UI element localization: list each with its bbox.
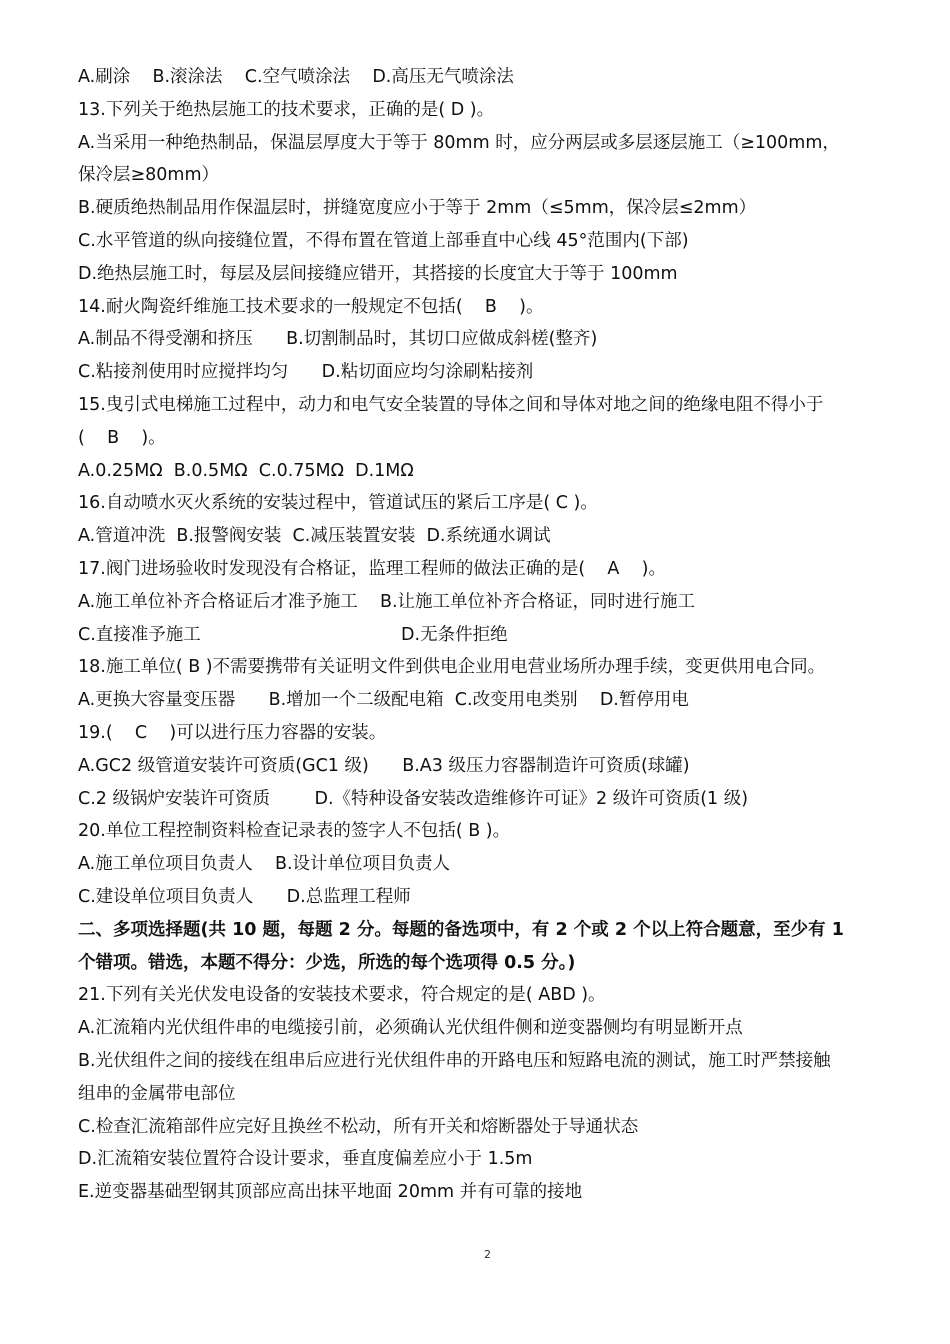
text-line: 保冷层≥80mm） — [78, 165, 220, 186]
text-line: 组串的金属带电部位 — [78, 1083, 236, 1104]
text-line: A.制品不得受潮和挤压 B.切割制品时，其切口应做成斜槎(整齐) — [78, 329, 598, 350]
text-line: 18.施工单位( B )不需要携带有关证明文件到供电企业用电营业场所办理手续，变更供用电合同。 — [78, 657, 826, 678]
text-line: 14.耐火陶瓷纤维施工技术要求的一般规定不包括( B )。 — [78, 296, 544, 317]
document-body — [78, 61, 903, 1209]
text-line: 20.单位工程控制资料检查记录表的签字人不包括( B )。 — [78, 821, 511, 842]
text-line: A.当采用一种绝热制品，保温层厚度大于等于 80mm 时，应分两层或多层逐层施工（≥100mm， — [78, 132, 840, 153]
text-line: 17.阀门进场验收时发现没有合格证，监理工程师的做法正确的是( A )。 — [78, 558, 666, 579]
text-line: C.直接准予施工 D.无条件拒绝 — [78, 624, 508, 645]
text-line: C.2 级锅炉安装许可资质 D.《特种设备安装改造维修许可证》2 级许可资质(1 级) — [78, 788, 749, 809]
text-line: A.管道冲洗 B.报警阀安装 C.减压装置安装 D.系统通水调试 — [78, 526, 551, 547]
text-line: C.检查汇流箱部件应完好且换丝不松动，所有开关和熔断器处于导通状态 — [78, 1116, 639, 1137]
text-line: A.GC2 级管道安装许可资质(GC1 级) B.A3 级压力容器制造许可资质(球罐) — [78, 755, 690, 776]
text-line: 16.自动喷水灭火系统的安装过程中，管道试压的紧后工序是( C )。 — [78, 493, 598, 514]
text-line: D.汇流箱安装位置符合设计要求，垂直度偏差应小于 1.5m — [78, 1149, 533, 1170]
text-line: A.0.25MΩ B.0.5MΩ C.0.75MΩ D.1MΩ — [78, 460, 414, 481]
text-line: C.建设单位项目负责人 D.总监理工程师 — [78, 886, 411, 907]
text-line: A.施工单位补齐合格证后才准予施工 B.让施工单位补齐合格证，同时进行施工 — [78, 591, 696, 612]
text-line: E.逆变器基础型钢其顶部应高出抹平地面 20mm 并有可靠的接地 — [78, 1182, 583, 1203]
text-line: B.光伏组件之间的接线在组串后应进行光伏组件串的开路电压和短路电流的测试，施工时严禁接触 — [78, 1050, 831, 1071]
text-line: D.绝热层施工时，每层及层间接缝应错开，其搭接的长度宜大于等于 100mm — [78, 263, 678, 284]
text-line: 15.曳引式电梯施工过程中，动力和电气安全装置的导体之间和导体对地之间的绝缘电阻不得小于 — [78, 394, 824, 415]
text-line: 19.( C )可以进行压力容器的安装。 — [78, 722, 387, 743]
section-heading-line: 二、多项选择题(共 10 题，每题 2 分。每题的备选项中，有 2 个或 2 个以上符合题意，至少有 1 — [78, 919, 844, 940]
text-line: ( B )。 — [78, 427, 166, 448]
text-line: B.硬质绝热制品用作保温层时，拼缝宽度应小于等于 2mm（≤5mm，保冷层≤2mm） — [78, 198, 757, 219]
text-line: C.粘接剂使用时应搅拌均匀 D.粘切面应均匀涂刷粘接剂 — [78, 362, 534, 383]
text-line: A.刷涂 B.滚涂法 C.空气喷涂法 D.高压无气喷涂法 — [78, 67, 514, 87]
text-line: 21.下列有关光伏发电设备的安装技术要求，符合规定的是( ABD )。 — [78, 985, 606, 1006]
page-number: 2 — [484, 1248, 491, 1261]
text-line: A.施工单位项目负责人 B.设计单位项目负责人 — [78, 854, 451, 875]
text-line: C.水平管道的纵向接缝位置，不得布置在管道上部垂直中心线 45°范围内(下部) — [78, 230, 689, 251]
text-line: A.汇流箱内光伏组件串的电缆接引前，必须确认光伏组件侧和逆变器侧均有明显断开点 — [78, 1018, 743, 1039]
text-line: A.更换大容量变压器 B.增加一个二级配电箱 C.改变用电类别 D.暂停用电 — [78, 690, 689, 711]
section-heading-line: 个错项。错选，本题不得分：少选，所选的每个选项得 0.5 分。) — [78, 952, 576, 973]
text-line: 13.下列关于绝热层施工的技术要求，正确的是( D )。 — [78, 99, 495, 120]
